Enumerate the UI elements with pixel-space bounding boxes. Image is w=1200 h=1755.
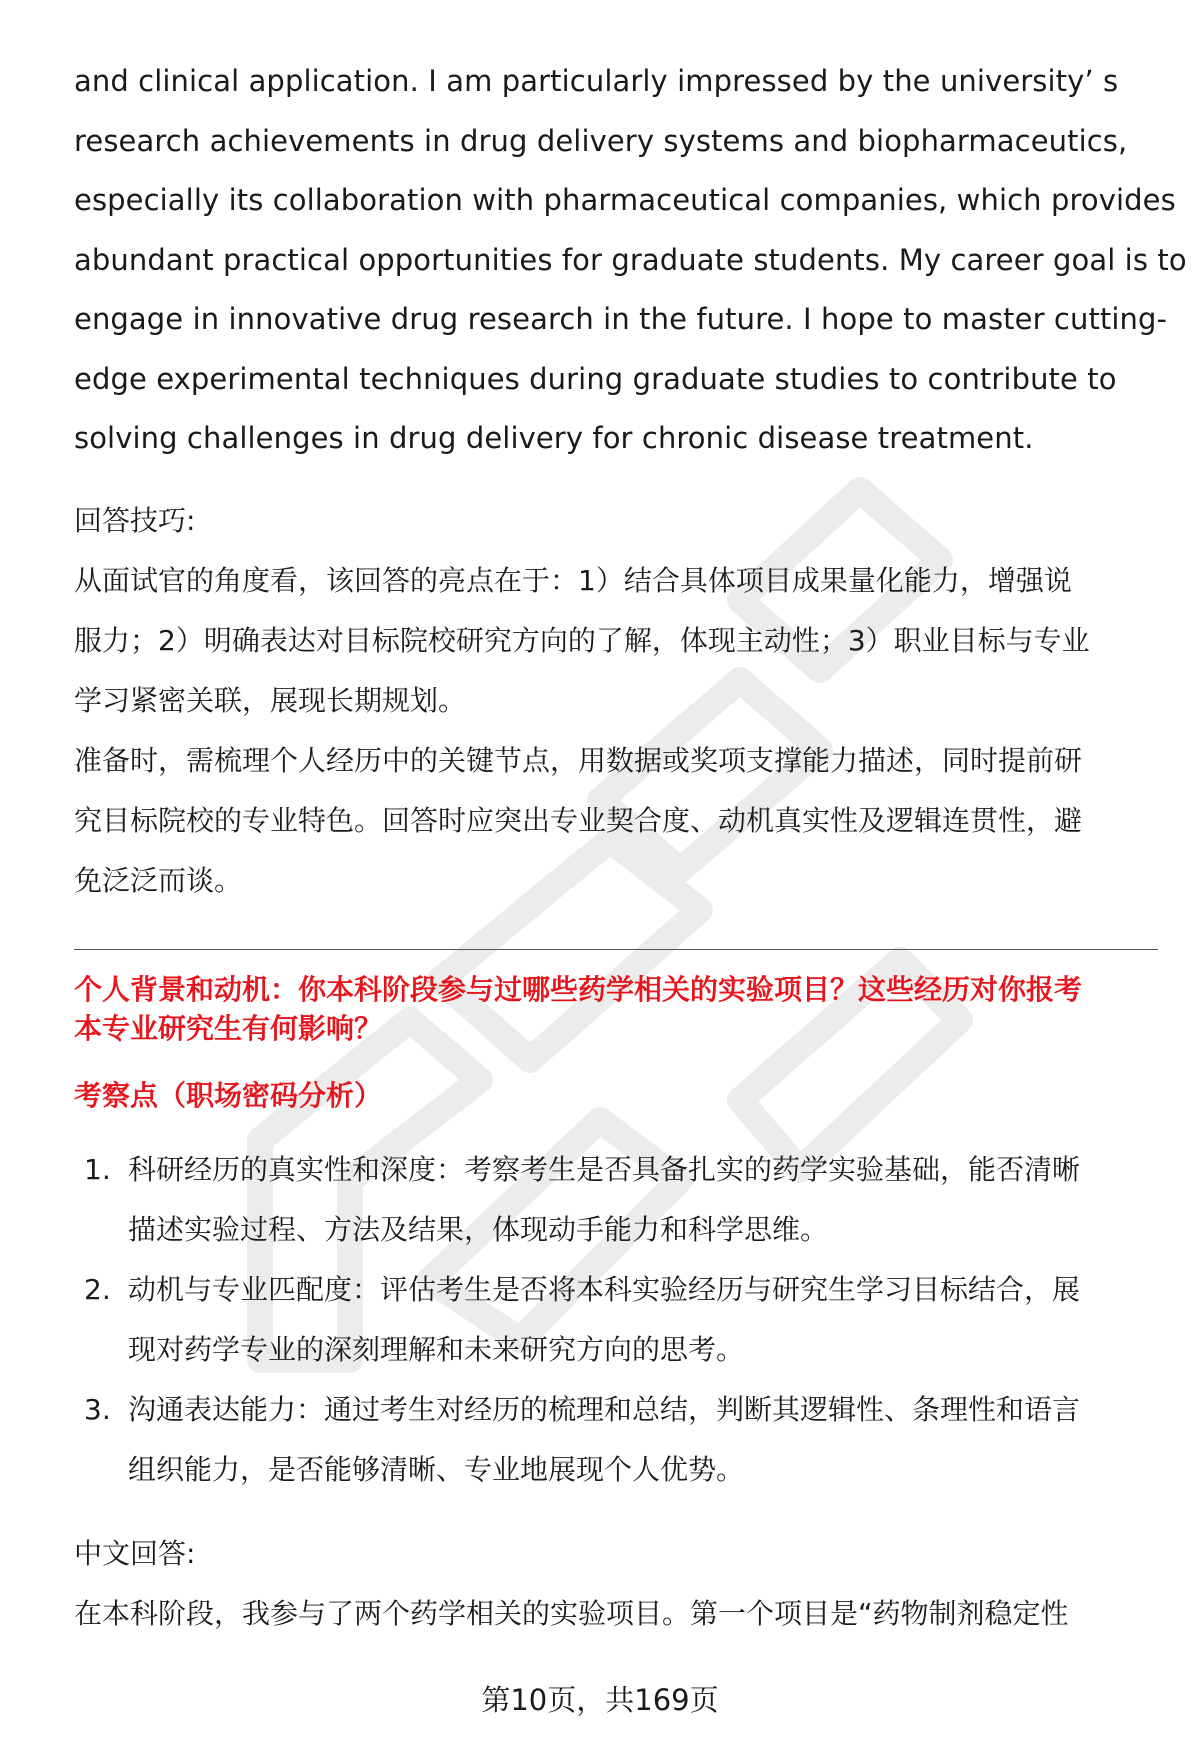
tips-line: 学习紧密关联，展现长期规划。 <box>74 683 467 717</box>
tips-paragraph-1 <box>74 551 1158 731</box>
english-line: research achievements in drug delivery systems and biopharmaceutics, <box>74 123 1128 158</box>
english-line: abundant practical opportunities for graduate students. My career goal is to <box>74 242 1187 277</box>
chinese-answer-paragraph <box>74 1584 1158 1644</box>
assessment-heading: 考察点（职场密码分析） <box>74 1078 383 1112</box>
tips-line: 究目标院校的专业特色。回答时应突出专业契合度、动机真实性及逻辑连贯性，避 <box>74 803 1083 837</box>
question-line: 本专业研究生有何影响？ <box>74 1011 383 1045</box>
list-number: 1. <box>84 1152 111 1186</box>
list-item <box>74 1380 1158 1500</box>
question-heading <box>74 970 1158 1048</box>
tips-line: 服力；2）明确表达对目标院校研究方向的了解，体现主动性；3）职业目标与专业 <box>74 623 1090 657</box>
page-number-footer: 第10页，共169页 <box>481 1683 719 1717</box>
list-number: 3. <box>84 1392 111 1426</box>
assessment-list <box>74 1140 1158 1500</box>
tips-label: 回答技巧: <box>74 503 196 537</box>
tips-line: 从面试官的角度看，该回答的亮点在于：1）结合具体项目成果量化能力，增强说 <box>74 563 1072 597</box>
english-line: engage in innovative drug research in the future. I hope to master cutting- <box>74 302 1168 336</box>
tips-line: 免泛泛而谈。 <box>74 863 243 897</box>
english-line: and clinical application. I am particularly impressed by the university’ s <box>74 64 1119 98</box>
question-line: 个人背景和动机：你本科阶段参与过哪些药学相关的实验项目？这些经历对你报考 <box>74 972 1083 1006</box>
english-answer-paragraph <box>74 52 1187 469</box>
english-line: edge experimental techniques during graduate studies to contribute to <box>74 361 1117 396</box>
answer-line: 在本科阶段，我参与了两个药学相关的实验项目。第一个项目是“药物制剂稳定性 <box>74 1596 1069 1630</box>
tips-line: 准备时，需梳理个人经历中的关键节点，用数据或奖项支撑能力描述，同时提前研 <box>74 743 1083 777</box>
list-item-line: 科研经历的真实性和深度：考察考生是否具备扎实的药学实验基础，能否清晰 <box>128 1152 1081 1186</box>
list-item-line: 沟通表达能力：通过考生对经历的梳理和总结，判断其逻辑性、条理性和语言 <box>128 1392 1081 1426</box>
list-item-line: 描述实验过程、方法及结果，体现动手能力和科学思维。 <box>128 1212 829 1246</box>
list-item <box>74 1260 1158 1380</box>
english-line: especially its collaboration with pharmaceutical companies, which provides <box>74 183 1176 217</box>
english-line: solving challenges in drug delivery for chronic disease treatment. <box>74 421 1034 455</box>
list-number: 2. <box>84 1272 111 1306</box>
page-content <box>74 52 1187 1644</box>
tips-paragraph-2 <box>74 731 1158 911</box>
chinese-answer-label: 中文回答: <box>74 1536 196 1570</box>
list-item <box>74 1140 1158 1260</box>
list-item-line: 现对药学专业的深刻理解和未来研究方向的思考。 <box>128 1332 745 1366</box>
list-item-line: 动机与专业匹配度：评估考生是否将本科实验经历与研究生学习目标结合，展 <box>128 1272 1081 1306</box>
list-item-line: 组织能力，是否能够清晰、专业地展现个人优势。 <box>128 1452 745 1486</box>
